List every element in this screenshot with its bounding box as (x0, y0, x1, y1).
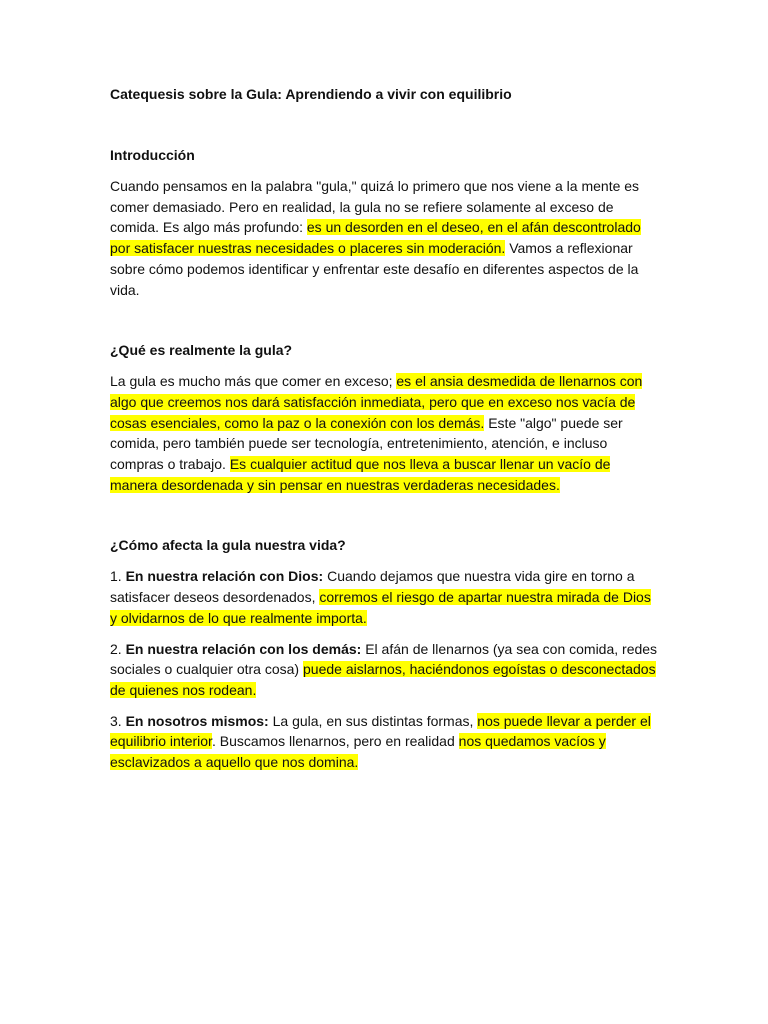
paragraph-introduccion (110, 176, 658, 300)
list-item (110, 639, 658, 701)
highlighted-text: es el ansia desmedida de llenarnos con algo que creemos nos dará satisfacción inmediata, pero que en exceso nos vacía de cosas esenciales, como la paz o la conexión con los demás. (110, 373, 643, 431)
text-run: Cuando pensamos en la palabra "gula," quizá lo primero que nos viene a la mente es comer demasiado. Pero en realidad, la gula no se refiere solamente al exceso de comida. Es algo más profundo: (110, 178, 640, 236)
item-number: 1. (110, 568, 126, 585)
list-item (110, 566, 658, 628)
text-run: Cuando dejamos que nuestra vida gire en torno a satisfacer deseos desordenados, (110, 568, 635, 606)
item-title: En nuestra relación con los demás: (125, 640, 362, 657)
section-heading-como-afecta: ¿Cómo afecta la gula nuestra vida? (110, 537, 346, 554)
item-number: 3. (110, 712, 126, 729)
list-item (110, 711, 658, 773)
highlighted-text: nos puede llevar a perder el equilibrio interior (110, 712, 651, 750)
highlighted-text: es un desorden en el deseo, en el afán descontrolado por satisfacer nuestras necesidades o placeres sin moderación. (110, 219, 641, 257)
text-run: El afán de llenarnos (ya sea con comida, redes sociales o cualquier otra cosa) (110, 640, 658, 678)
highlighted-text: nos quedamos vacíos y esclavizados a aquello que nos domina. (110, 733, 606, 771)
document-title: Catequesis sobre la Gula: Aprendiendo a vivir con equilibrio (110, 86, 512, 102)
text-run: Vamos a reflexionar sobre cómo podemos identificar y enfrentar este desafío en diferentes aspectos de la vida. (110, 240, 639, 298)
text-run: Este "algo" puede ser comida, pero también puede ser tecnología, entretenimiento, atención, e incluso compras o trabajo. (110, 414, 623, 473)
item-number: 2. (110, 640, 126, 657)
highlighted-text: puede aislarnos, haciéndonos egoístas o desconectados de quienes nos rodean. (110, 661, 656, 698)
paragraph-que-es (110, 371, 658, 495)
section-heading-que-es: ¿Qué es realmente la gula? (110, 342, 293, 359)
section-heading-introduccion: Introducción (110, 147, 195, 163)
highlighted-text: Es cualquier actitud que nos lleva a buscar llenar un vacío de manera desordenada y sin pensar en nuestras verdaderas necesidades. (110, 456, 611, 493)
item-title: En nosotros mismos: (125, 712, 269, 729)
text-run: La gula es mucho más que comer en exceso; (110, 373, 397, 390)
highlighted-text: corremos el riesgo de apartar nuestra mirada de Dios y olvidarnos de lo que realmente importa. (110, 589, 651, 626)
item-title: En nuestra relación con Dios: (125, 568, 324, 585)
text-run: . Buscamos llenarnos, pero en realidad (211, 733, 459, 750)
text-run: La gula, en sus distintas formas, (268, 712, 478, 729)
